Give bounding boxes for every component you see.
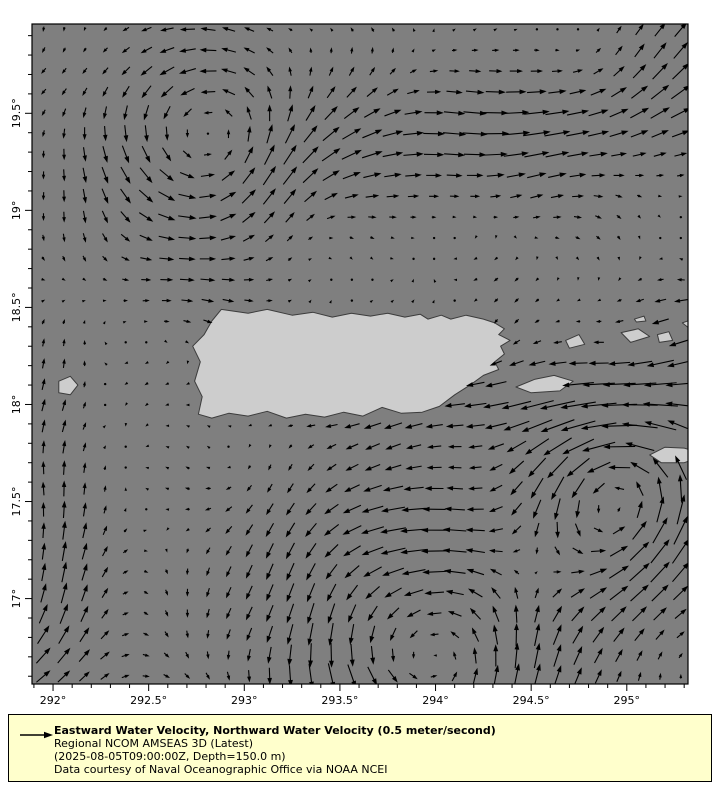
x-tick-label: 295° [613, 694, 641, 707]
legend-title: Eastward Water Velocity, Northward Water Velocity (0.5 meter/second) [54, 724, 496, 737]
legend-time-depth-line: (2025-08-05T09:00:00Z, Depth=150.0 m) [54, 750, 286, 763]
y-tick-label: 19.5° [10, 98, 23, 129]
y-tick-label: 19° [10, 200, 23, 221]
legend-courtesy-line: Data courtesy of Naval Oceanographic Office via NOAA NCEI [54, 763, 388, 776]
legend [8, 714, 712, 782]
x-tick-label: 294.5° [512, 694, 550, 707]
legend-model-line: Regional NCOM AMSEAS 3D (Latest) [54, 737, 253, 750]
y-tick-label: 18° [10, 394, 23, 415]
y-tick-label: 18.5° [10, 292, 23, 323]
x-tick-label: 292° [39, 694, 67, 707]
reference-arrow-icon [19, 730, 55, 740]
x-tick-label: 293° [231, 694, 258, 707]
y-tick-label: 17° [10, 588, 23, 609]
x-tick-label: 294° [422, 694, 449, 707]
x-tick-label: 292.5° [130, 694, 168, 707]
x-tick-label: 293.5° [321, 694, 359, 707]
y-tick-label: 17.5° [10, 486, 23, 517]
